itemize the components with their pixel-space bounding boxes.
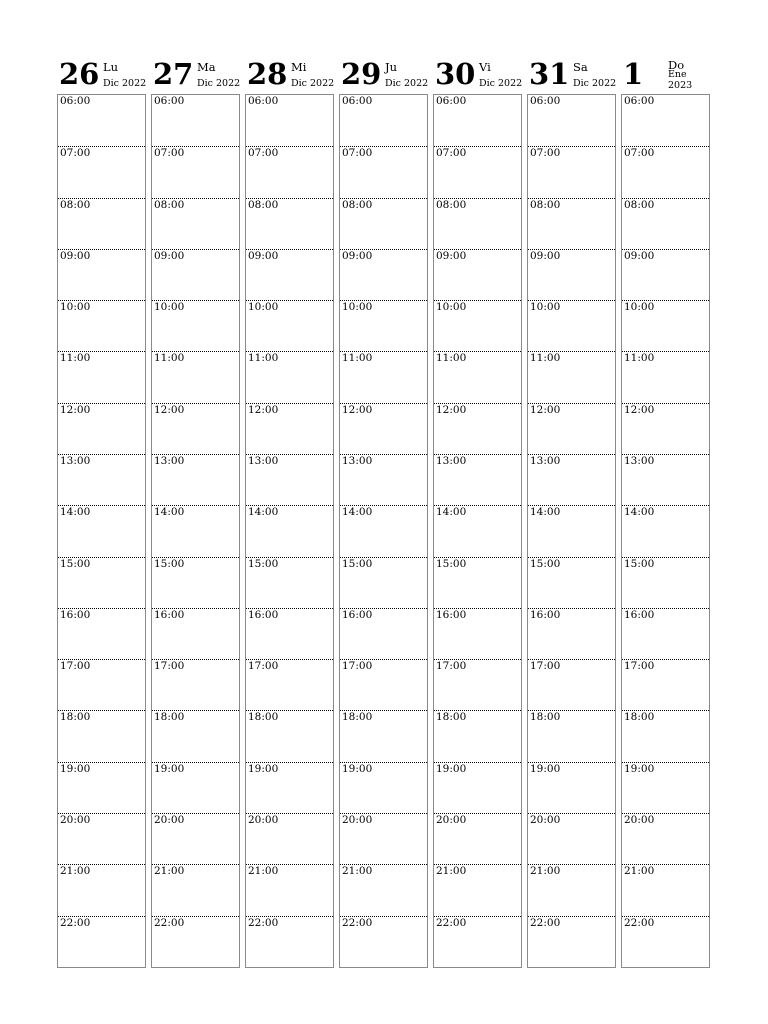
time-label: 06:00 xyxy=(530,95,561,107)
time-label: 19:00 xyxy=(624,762,655,775)
time-slot[interactable] xyxy=(152,710,239,761)
time-slot[interactable] xyxy=(152,864,239,915)
time-label: 15:00 xyxy=(436,557,467,570)
time-label: 15:00 xyxy=(342,557,373,570)
time-slot[interactable] xyxy=(622,813,709,864)
time-label: 17:00 xyxy=(624,660,655,673)
time-label: 20:00 xyxy=(436,813,467,826)
time-label: 13:00 xyxy=(342,454,373,467)
time-label: 19:00 xyxy=(60,762,91,775)
time-label: 09:00 xyxy=(342,249,373,262)
time-label: 22:00 xyxy=(154,916,185,929)
time-slot[interactable] xyxy=(152,403,239,454)
day-column xyxy=(339,56,428,968)
time-label: 18:00 xyxy=(60,711,91,724)
time-label: 18:00 xyxy=(624,711,655,724)
time-slot[interactable] xyxy=(622,300,709,351)
time-slot[interactable] xyxy=(58,300,145,351)
time-slot[interactable] xyxy=(528,505,615,556)
time-slot[interactable] xyxy=(152,351,239,402)
time-slot[interactable] xyxy=(434,95,521,146)
time-slot[interactable] xyxy=(622,198,709,249)
day-column xyxy=(433,56,522,968)
time-slot[interactable] xyxy=(58,916,145,967)
time-slot[interactable] xyxy=(622,351,709,402)
time-label: 21:00 xyxy=(530,865,561,878)
time-label: 12:00 xyxy=(154,403,185,416)
time-label: 12:00 xyxy=(436,403,467,416)
time-slot[interactable] xyxy=(528,300,615,351)
time-label: 12:00 xyxy=(60,403,91,416)
time-label: 20:00 xyxy=(60,813,91,826)
time-slot[interactable] xyxy=(434,505,521,556)
time-slot[interactable] xyxy=(58,198,145,249)
time-slot[interactable] xyxy=(528,710,615,761)
time-slot[interactable] xyxy=(528,198,615,249)
day-slots xyxy=(433,94,522,968)
time-label: 19:00 xyxy=(530,762,561,775)
time-label: 10:00 xyxy=(342,301,373,314)
time-label: 10:00 xyxy=(624,301,655,314)
time-label: 14:00 xyxy=(342,506,373,519)
weekday-label: Ma xyxy=(197,60,216,74)
time-slot[interactable] xyxy=(528,762,615,813)
time-slot[interactable] xyxy=(340,95,427,146)
time-label: 13:00 xyxy=(154,454,185,467)
time-label: 22:00 xyxy=(342,916,373,929)
time-slot[interactable] xyxy=(528,454,615,505)
year-label: 2023 xyxy=(668,80,693,91)
time-slot[interactable] xyxy=(152,454,239,505)
time-label: 16:00 xyxy=(342,608,373,621)
time-label: 09:00 xyxy=(154,249,185,262)
day-header xyxy=(621,56,710,94)
time-slot[interactable] xyxy=(340,813,427,864)
time-slot[interactable] xyxy=(340,403,427,454)
time-label: 15:00 xyxy=(624,557,655,570)
time-label: 11:00 xyxy=(624,352,655,365)
weekday-label: Vi xyxy=(479,60,491,74)
time-slot[interactable] xyxy=(246,403,333,454)
time-label: 06:00 xyxy=(60,95,91,107)
weekday-label: Do xyxy=(668,58,685,72)
time-label: 16:00 xyxy=(624,608,655,621)
time-slot[interactable] xyxy=(58,249,145,300)
time-slot[interactable] xyxy=(622,710,709,761)
day-column xyxy=(621,56,710,968)
time-label: 08:00 xyxy=(60,198,91,211)
time-slot[interactable] xyxy=(622,505,709,556)
time-label: 11:00 xyxy=(530,352,561,365)
time-slot[interactable] xyxy=(434,198,521,249)
time-slot[interactable] xyxy=(58,710,145,761)
time-label: 20:00 xyxy=(624,813,655,826)
time-label: 09:00 xyxy=(530,249,561,262)
time-slot[interactable] xyxy=(246,557,333,608)
month-year-label: Dic 2022 xyxy=(197,78,241,89)
time-label: 09:00 xyxy=(248,249,279,262)
day-number: 28 xyxy=(247,57,288,91)
time-slot[interactable] xyxy=(246,762,333,813)
time-slot[interactable] xyxy=(246,95,333,146)
time-slot[interactable] xyxy=(58,403,145,454)
time-label: 07:00 xyxy=(154,147,185,160)
day-header xyxy=(245,56,334,94)
time-slot[interactable] xyxy=(246,864,333,915)
time-label: 19:00 xyxy=(436,762,467,775)
time-slot[interactable] xyxy=(340,864,427,915)
day-slots xyxy=(151,94,240,968)
time-slot[interactable] xyxy=(152,813,239,864)
time-label: 20:00 xyxy=(342,813,373,826)
time-slot[interactable] xyxy=(434,916,521,967)
time-slot[interactable] xyxy=(434,351,521,402)
time-label: 10:00 xyxy=(154,301,185,314)
time-slot[interactable] xyxy=(340,146,427,197)
time-slot[interactable] xyxy=(622,249,709,300)
weekly-planner xyxy=(57,56,712,968)
month-year-label: Dic 2022 xyxy=(573,78,617,89)
time-label: 17:00 xyxy=(342,660,373,673)
time-slot[interactable] xyxy=(528,608,615,659)
time-slot[interactable] xyxy=(622,454,709,505)
time-slot[interactable] xyxy=(152,198,239,249)
time-slot[interactable] xyxy=(152,300,239,351)
time-label: 20:00 xyxy=(248,813,279,826)
day-slots xyxy=(339,94,428,968)
time-label: 11:00 xyxy=(342,352,373,365)
time-label: 13:00 xyxy=(436,454,467,467)
time-slot[interactable] xyxy=(246,659,333,710)
time-slot[interactable] xyxy=(246,454,333,505)
month-label: Ene xyxy=(668,69,687,80)
time-slot[interactable] xyxy=(528,351,615,402)
time-slot[interactable] xyxy=(246,351,333,402)
time-label: 14:00 xyxy=(248,506,279,519)
time-label: 18:00 xyxy=(154,711,185,724)
day-column xyxy=(57,56,146,968)
time-label: 17:00 xyxy=(248,660,279,673)
time-slot[interactable] xyxy=(528,95,615,146)
time-label: 18:00 xyxy=(436,711,467,724)
day-header xyxy=(527,56,616,94)
time-slot[interactable] xyxy=(152,916,239,967)
time-label: 17:00 xyxy=(436,660,467,673)
time-label: 13:00 xyxy=(60,454,91,467)
time-slot[interactable] xyxy=(58,95,145,146)
time-label: 11:00 xyxy=(248,352,279,365)
time-slot[interactable] xyxy=(58,454,145,505)
time-slot[interactable] xyxy=(246,198,333,249)
day-header xyxy=(57,56,146,94)
time-label: 13:00 xyxy=(624,454,655,467)
time-slot[interactable] xyxy=(434,762,521,813)
time-slot[interactable] xyxy=(528,813,615,864)
time-label: 22:00 xyxy=(248,916,279,929)
time-label: 21:00 xyxy=(60,865,91,878)
time-label: 08:00 xyxy=(342,198,373,211)
time-slot[interactable] xyxy=(434,300,521,351)
month-year-label: Dic 2022 xyxy=(291,78,335,89)
time-slot[interactable] xyxy=(622,557,709,608)
time-slot[interactable] xyxy=(528,659,615,710)
time-label: 07:00 xyxy=(436,147,467,160)
time-label: 17:00 xyxy=(154,660,185,673)
time-label: 12:00 xyxy=(624,403,655,416)
time-label: 07:00 xyxy=(342,147,373,160)
time-slot[interactable] xyxy=(246,916,333,967)
time-label: 18:00 xyxy=(530,711,561,724)
weekday-label: Lu xyxy=(103,60,119,74)
time-slot[interactable] xyxy=(152,557,239,608)
time-slot[interactable] xyxy=(434,608,521,659)
time-label: 19:00 xyxy=(248,762,279,775)
time-label: 07:00 xyxy=(248,147,279,160)
time-slot[interactable] xyxy=(340,454,427,505)
time-label: 20:00 xyxy=(530,813,561,826)
time-label: 06:00 xyxy=(248,95,279,107)
time-slot[interactable] xyxy=(246,608,333,659)
time-label: 07:00 xyxy=(60,147,91,160)
day-column xyxy=(151,56,240,968)
weekday-label: Mi xyxy=(291,60,307,74)
time-label: 07:00 xyxy=(624,147,655,160)
time-slot[interactable] xyxy=(434,659,521,710)
time-label: 06:00 xyxy=(624,95,655,107)
time-slot[interactable] xyxy=(246,249,333,300)
time-slot[interactable] xyxy=(152,249,239,300)
month-year-label: Dic 2022 xyxy=(479,78,523,89)
time-slot[interactable] xyxy=(340,608,427,659)
time-slot[interactable] xyxy=(246,146,333,197)
time-label: 21:00 xyxy=(248,865,279,878)
time-label: 21:00 xyxy=(342,865,373,878)
time-slot[interactable] xyxy=(152,95,239,146)
time-label: 11:00 xyxy=(154,352,185,365)
time-label: 08:00 xyxy=(530,198,561,211)
day-slots xyxy=(57,94,146,968)
time-slot[interactable] xyxy=(622,403,709,454)
time-label: 08:00 xyxy=(436,198,467,211)
day-number: 1 xyxy=(623,57,644,91)
month-year-stack xyxy=(668,69,692,91)
time-label: 06:00 xyxy=(436,95,467,107)
time-slot[interactable] xyxy=(152,146,239,197)
month-year-label: Dic 2022 xyxy=(103,78,147,89)
time-slot[interactable] xyxy=(622,95,709,146)
weekday-label: Sa xyxy=(573,60,588,74)
day-number: 26 xyxy=(59,57,100,91)
time-slot[interactable] xyxy=(152,505,239,556)
time-slot[interactable] xyxy=(434,813,521,864)
time-label: 09:00 xyxy=(436,249,467,262)
time-slot[interactable] xyxy=(340,351,427,402)
weekday-label: Ju xyxy=(385,60,398,74)
time-label: 21:00 xyxy=(436,865,467,878)
time-slot[interactable] xyxy=(528,146,615,197)
time-label: 09:00 xyxy=(624,249,655,262)
time-slot[interactable] xyxy=(434,454,521,505)
time-label: 10:00 xyxy=(530,301,561,314)
month-year-label: Dic 2022 xyxy=(385,78,429,89)
time-label: 11:00 xyxy=(436,352,467,365)
time-label: 14:00 xyxy=(60,506,91,519)
time-slot[interactable] xyxy=(152,608,239,659)
time-label: 14:00 xyxy=(530,506,561,519)
time-label: 17:00 xyxy=(530,660,561,673)
time-slot[interactable] xyxy=(340,300,427,351)
time-label: 22:00 xyxy=(530,916,561,929)
time-label: 22:00 xyxy=(436,916,467,929)
time-label: 21:00 xyxy=(624,865,655,878)
time-label: 15:00 xyxy=(60,557,91,570)
time-slot[interactable] xyxy=(246,710,333,761)
time-label: 10:00 xyxy=(60,301,91,314)
time-label: 12:00 xyxy=(342,403,373,416)
time-slot[interactable] xyxy=(434,249,521,300)
time-slot[interactable] xyxy=(246,813,333,864)
time-slot[interactable] xyxy=(434,146,521,197)
time-slot[interactable] xyxy=(528,249,615,300)
day-number: 30 xyxy=(435,57,476,91)
time-slot[interactable] xyxy=(340,710,427,761)
time-slot[interactable] xyxy=(58,813,145,864)
time-label: 22:00 xyxy=(624,916,655,929)
day-slots xyxy=(621,94,710,968)
time-slot[interactable] xyxy=(58,557,145,608)
day-number: 27 xyxy=(153,57,194,91)
time-slot[interactable] xyxy=(152,659,239,710)
time-slot[interactable] xyxy=(340,762,427,813)
time-slot[interactable] xyxy=(340,198,427,249)
time-slot[interactable] xyxy=(58,762,145,813)
time-slot[interactable] xyxy=(622,864,709,915)
time-label: 10:00 xyxy=(436,301,467,314)
time-label: 20:00 xyxy=(154,813,185,826)
time-label: 18:00 xyxy=(342,711,373,724)
time-label: 15:00 xyxy=(530,557,561,570)
time-label: 06:00 xyxy=(342,95,373,107)
day-header xyxy=(151,56,240,94)
time-label: 11:00 xyxy=(60,352,91,365)
time-label: 08:00 xyxy=(248,198,279,211)
time-label: 08:00 xyxy=(624,198,655,211)
time-label: 16:00 xyxy=(530,608,561,621)
day-number: 29 xyxy=(341,57,382,91)
time-slot[interactable] xyxy=(58,351,145,402)
time-label: 13:00 xyxy=(248,454,279,467)
time-label: 19:00 xyxy=(154,762,185,775)
time-slot[interactable] xyxy=(58,864,145,915)
day-slots xyxy=(245,94,334,968)
time-label: 16:00 xyxy=(60,608,91,621)
time-slot[interactable] xyxy=(434,864,521,915)
time-slot[interactable] xyxy=(434,557,521,608)
time-label: 12:00 xyxy=(530,403,561,416)
time-slot[interactable] xyxy=(622,659,709,710)
time-label: 16:00 xyxy=(436,608,467,621)
time-slot[interactable] xyxy=(246,300,333,351)
day-number: 31 xyxy=(529,57,570,91)
time-slot[interactable] xyxy=(622,146,709,197)
time-slot[interactable] xyxy=(528,403,615,454)
time-slot[interactable] xyxy=(434,710,521,761)
time-label: 07:00 xyxy=(530,147,561,160)
time-slot[interactable] xyxy=(152,762,239,813)
time-label: 22:00 xyxy=(60,916,91,929)
time-slot[interactable] xyxy=(58,146,145,197)
time-slot[interactable] xyxy=(622,762,709,813)
time-label: 06:00 xyxy=(154,95,185,107)
time-label: 14:00 xyxy=(624,506,655,519)
time-slot[interactable] xyxy=(528,864,615,915)
time-label: 16:00 xyxy=(248,608,279,621)
time-label: 21:00 xyxy=(154,865,185,878)
time-label: 14:00 xyxy=(436,506,467,519)
day-header xyxy=(339,56,428,94)
time-label: 14:00 xyxy=(154,506,185,519)
time-label: 19:00 xyxy=(342,762,373,775)
time-label: 18:00 xyxy=(248,711,279,724)
day-header xyxy=(433,56,522,94)
time-slot[interactable] xyxy=(246,505,333,556)
time-slot[interactable] xyxy=(58,608,145,659)
time-label: 09:00 xyxy=(60,249,91,262)
time-label: 17:00 xyxy=(60,660,91,673)
time-slot[interactable] xyxy=(622,916,709,967)
time-label: 08:00 xyxy=(154,198,185,211)
time-label: 10:00 xyxy=(248,301,279,314)
time-slot[interactable] xyxy=(434,403,521,454)
time-slot[interactable] xyxy=(340,659,427,710)
day-column xyxy=(527,56,616,968)
day-column xyxy=(245,56,334,968)
time-slot[interactable] xyxy=(58,659,145,710)
time-label: 12:00 xyxy=(248,403,279,416)
time-slot[interactable] xyxy=(340,557,427,608)
time-slot[interactable] xyxy=(528,557,615,608)
day-slots xyxy=(527,94,616,968)
time-label: 15:00 xyxy=(154,557,185,570)
time-slot[interactable] xyxy=(58,505,145,556)
time-slot[interactable] xyxy=(340,916,427,967)
time-label: 15:00 xyxy=(248,557,279,570)
time-slot[interactable] xyxy=(622,608,709,659)
time-slot[interactable] xyxy=(340,505,427,556)
time-slot[interactable] xyxy=(528,916,615,967)
time-label: 13:00 xyxy=(530,454,561,467)
time-slot[interactable] xyxy=(340,249,427,300)
time-label: 16:00 xyxy=(154,608,185,621)
